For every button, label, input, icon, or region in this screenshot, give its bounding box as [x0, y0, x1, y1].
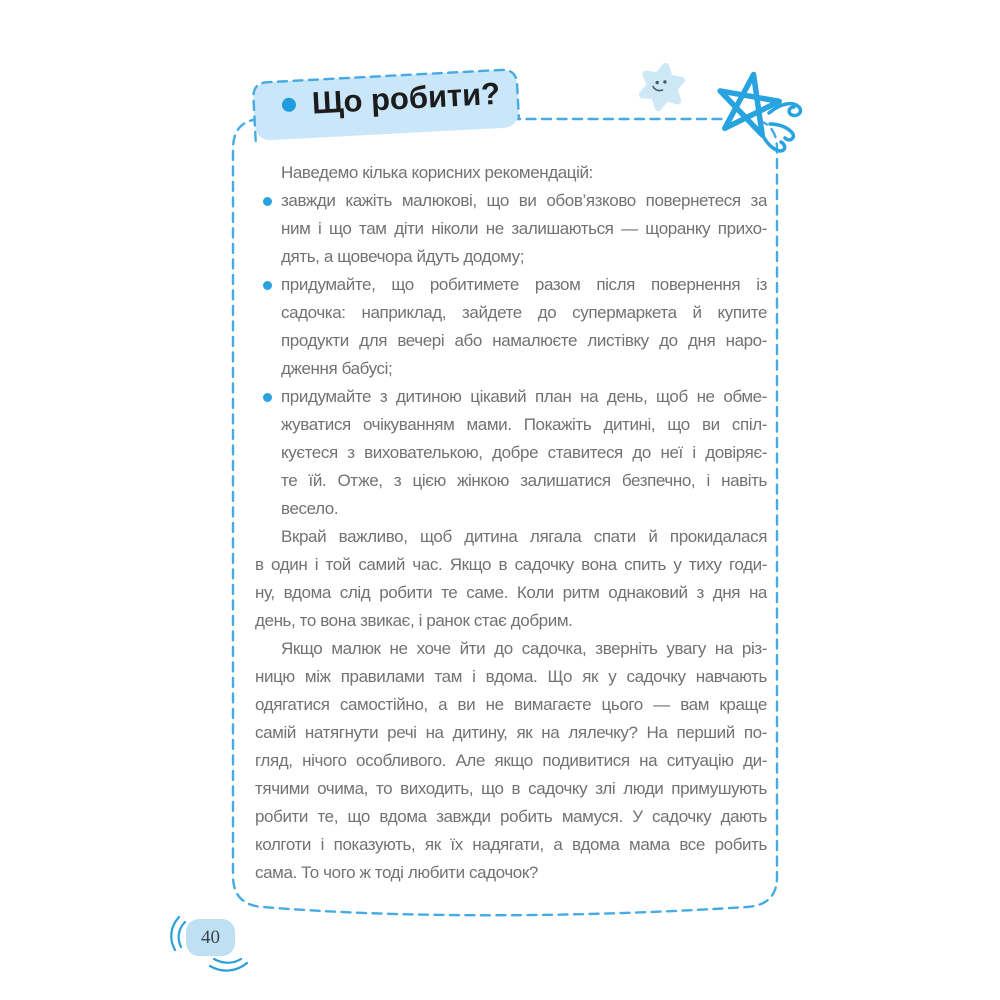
bullet-lines: [281, 383, 767, 523]
page-content: [255, 159, 767, 887]
text-line: сама. То чого ж тоді любити садочок?: [255, 863, 538, 882]
text-line: самій натягнути речі на дитину, як на лялечку? На перший по-: [255, 723, 767, 742]
text-line: ним і що там діти ніколи не залишаються — щоранку прихо-: [281, 219, 767, 238]
text-line: ну, вдома слід робити те саме. Коли ритм однаковий з дня на: [255, 583, 767, 602]
text-line: Наведемо кілька корисних рекомендацій:: [281, 163, 593, 182]
text-line: дження бабусі;: [281, 359, 393, 378]
text-line: ницю між правилами там і вдома. Що як у садочку навчають: [255, 667, 767, 686]
smiling-star-icon: [641, 63, 684, 111]
text-line: день, то вона звикає, і ранок стає добрим.: [255, 611, 573, 630]
text-line: Вкрай важливо, щоб дитина лягала спати й прокидалася: [281, 527, 767, 546]
text-line: весело.: [281, 499, 339, 518]
text-line: тячими очима, то виходить, що в садочку злі люди примушують: [255, 779, 767, 798]
swish-right-inner: [214, 959, 241, 963]
smiling-star-body: [641, 63, 684, 111]
text-line: в один і той самий час. Якщо в садочку вона спить у тиху годи-: [255, 555, 767, 574]
text-line: придумайте з дитиною цікавий план на день, щоб не обме-: [281, 387, 767, 406]
bullet-dot-icon: [263, 197, 272, 206]
bullet-item: [281, 187, 767, 271]
body-paragraph: [255, 523, 767, 635]
text-line: куєтеся з вихователькою, добре ставитеся до неї і довіряє-: [281, 443, 767, 462]
page-number-badge: [186, 919, 235, 956]
text-line: одягатися самостійно, а ви не вимагаєте цього — вам краще: [255, 695, 767, 714]
text-line: колготи і показують, як їх надягати, а вдома мама все робить: [255, 835, 767, 854]
swish-right-outer: [210, 963, 247, 971]
paragraph-lines: [255, 159, 767, 187]
paragraph-lines: [255, 635, 767, 887]
text-line: гляд, нічого особливого. Але якщо подивитися на ситуацію ди-: [255, 751, 767, 770]
swirl-flourish-icon: [761, 104, 800, 151]
text-line: Якщо малюк не хоче йти до садочка, зверніть увагу на різ-: [281, 639, 767, 658]
text-line: робити те, що вдома завжди робить мамуся. У садочку дають: [255, 807, 767, 826]
text-line: придумайте, що робитимете разом після повернення із: [281, 275, 767, 294]
text-line: продукти для вечері або намалюєте листівку до дня наро-: [281, 331, 767, 350]
intro-paragraph: [255, 159, 767, 187]
bullet-lines: [281, 271, 767, 383]
text-line: завжди кажіть малюкові, що ви обов’язково повернетеся за: [281, 191, 767, 210]
page-number: 40: [201, 926, 220, 948]
text-line: жуватися очікуванням мами. Покажіть дитині, що ви спіл-: [281, 415, 767, 434]
text-line: садочка: наприклад, зайдете до супермаркета й купите: [281, 303, 767, 322]
doodle-star-icon: [714, 69, 783, 137]
bullet-dot-icon: [263, 281, 272, 290]
swish-left-outer: [171, 917, 179, 950]
bullet-item: [281, 383, 767, 523]
body-paragraph: [255, 635, 767, 887]
bullet-dot-icon: [263, 393, 272, 402]
text-line: те їй. Отже, з цією жінкою залишатися безпечно, і навіть: [281, 471, 767, 490]
swish-left-inner: [179, 922, 185, 947]
header-bullet-dot-icon: [282, 97, 297, 112]
text-line: дять, а щовечора йдуть додому;: [281, 247, 525, 266]
paragraph-lines: [255, 523, 767, 635]
bullet-lines: [281, 187, 767, 271]
section-title: Що робити?: [310, 75, 501, 121]
bullet-item: [281, 271, 767, 383]
